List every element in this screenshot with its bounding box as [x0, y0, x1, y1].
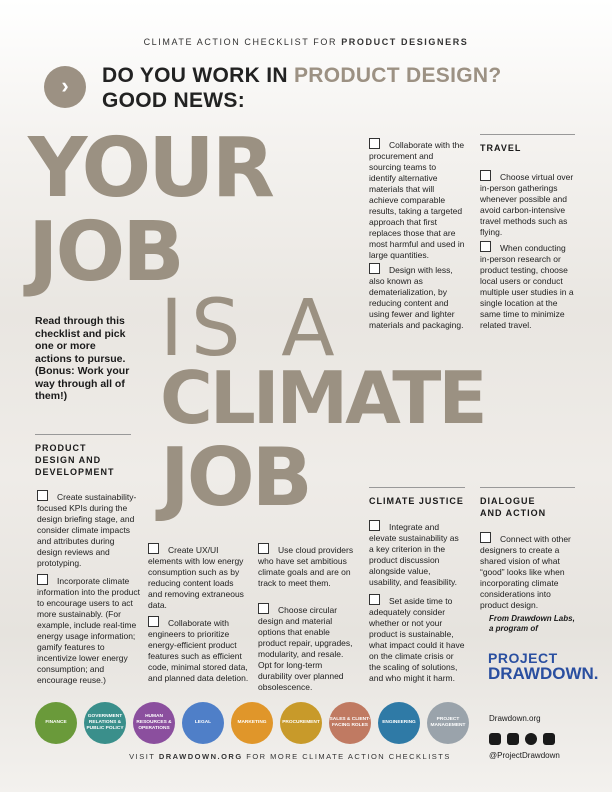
project-drawdown-logo[interactable]: PROJECT DRAWDOWN. — [488, 650, 599, 683]
checklist-header: CLIMATE ACTION CHECKLIST FOR PRODUCT DESIGNERS — [143, 37, 469, 47]
checklist-item: Collaborate with engineers to prioritize energy-efficient product features such as efficient code, minimal stored data, and planned data deletion. — [148, 618, 249, 683]
section-title-dialogue: DIALOGUE AND ACTION — [480, 487, 575, 519]
credit-text: From Drawdown Labs, a program of — [489, 614, 575, 633]
checkbox[interactable] — [480, 532, 491, 543]
pill-finance[interactable]: FINANCE — [35, 702, 77, 744]
headline-job-2: JOB — [160, 431, 310, 524]
pill-project-management[interactable]: PROJECT MANAGEMENT — [427, 702, 469, 744]
pill-government-relations[interactable]: GOVERNMENT RELATIONS & PUBLIC POLICY — [84, 702, 126, 744]
pill-procurement[interactable]: PROCUREMENT — [280, 702, 322, 744]
checkbox[interactable] — [37, 574, 48, 585]
checkbox[interactable] — [480, 170, 491, 181]
pill-sales[interactable]: SALES & CLIENT-FACING ROLES — [329, 702, 371, 744]
linkedin-icon[interactable] — [507, 733, 519, 745]
checklist-item: Create UX/UI elements with low energy consumption such as by reducing content loads and removing extraneous data. — [148, 545, 244, 610]
pill-marketing[interactable]: MARKETING — [231, 702, 273, 744]
checkbox[interactable] — [37, 490, 48, 501]
checkbox[interactable] — [148, 616, 159, 627]
checklist-item: Use cloud providers who have set ambitious climate goals and are on track to meet them. — [258, 545, 354, 588]
section-title-product-design: PRODUCT DESIGN AND DEVELOPMENT — [35, 434, 131, 478]
checkbox[interactable] — [148, 543, 159, 554]
pill-engineering[interactable]: ENGINEERING — [378, 702, 420, 744]
chevron-right-icon: › — [44, 66, 86, 108]
checklist-item: Connect with other designers to create a shared vision of what “good” looks like when incorporating climate considerations into product design. — [480, 534, 571, 610]
headline-your: YOUR — [28, 121, 272, 216]
checkbox[interactable] — [369, 263, 380, 274]
pill-legal[interactable]: LEGAL — [182, 702, 224, 744]
headline-climate: CLIMATE — [160, 356, 485, 440]
website-link[interactable]: Drawdown.org — [489, 714, 541, 723]
checklist-item: Set aside time to adequately consider whether or not your product is sustainable, what impact could it have on the climate crisis or the scaling of solutions, and who might it harm. — [369, 596, 465, 683]
checkbox[interactable] — [480, 241, 491, 252]
pill-human-resources[interactable]: HUMAN RESOURCES & OPERATIONS — [133, 702, 175, 744]
social-handle[interactable]: @ProjectDrawdown — [489, 751, 560, 760]
checklist-item: Integrate and elevate sustainability as a key criterion in the product discussion alongside value, usability, and feasibility. — [369, 522, 459, 587]
checklist-item: Incorporate climate information into the product to encourage users to act more sustainably. (For example, include real-time energy usage information; gamify features to incentivize lower energy consumption; and encourage reuse.) — [37, 576, 141, 685]
checklist-item: Choose virtual over in-person gatherings whenever possible and avoid carbon-intensive travel methods such as flying. — [480, 172, 574, 237]
checklist-item: Collaborate with the procurement and sourcing teams to identify alternative materials that will achieve comparable results, taking a targeted approach that first replaces those that are most harmful and used in large quantities. — [369, 140, 465, 260]
footer-cta: VISIT DRAWDOWN.ORG FOR MORE CLIMATE ACTION CHECKLISTS — [129, 752, 451, 761]
instruction-text: Read through this checklist and pick one or more actions to pursue. (Bonus: Work your way through all of them!) — [35, 315, 130, 402]
checklist-item: Create sustainability-focused KPIs during the design briefing stage, and consider climate impacts and attributes during design reviews and prototyping. — [37, 492, 137, 568]
checkbox[interactable] — [258, 603, 269, 614]
checklist-item: When conducting in-person research or product testing, choose local users or conduct multiple user studies in a single location at the same time to minimize related travel. — [480, 243, 574, 330]
section-title-travel: TRAVEL — [480, 134, 575, 154]
checklist-item: Design with less, also known as dematerialization, by reducing content and using fewer and lighter materials and packaging. — [369, 265, 464, 330]
checklist-item: Choose circular design and material options that enable product repair, upgrades, modularity, and resale. Opt for long-term durability over planned obsolescence. — [258, 605, 353, 692]
intro-heading: DO YOU WORK IN PRODUCT DESIGN? GOOD NEWS: — [102, 64, 502, 112]
headline-is-a: IS A — [160, 284, 343, 374]
facebook-icon[interactable] — [525, 733, 537, 745]
section-title-climate-justice: CLIMATE JUSTICE — [369, 487, 465, 507]
checkbox[interactable] — [258, 543, 269, 554]
checkbox[interactable] — [369, 594, 380, 605]
instagram-icon[interactable] — [543, 733, 555, 745]
checkbox[interactable] — [369, 138, 380, 149]
headline-job: JOB — [28, 205, 182, 300]
twitter-icon[interactable] — [489, 733, 501, 745]
checkbox[interactable] — [369, 520, 380, 531]
